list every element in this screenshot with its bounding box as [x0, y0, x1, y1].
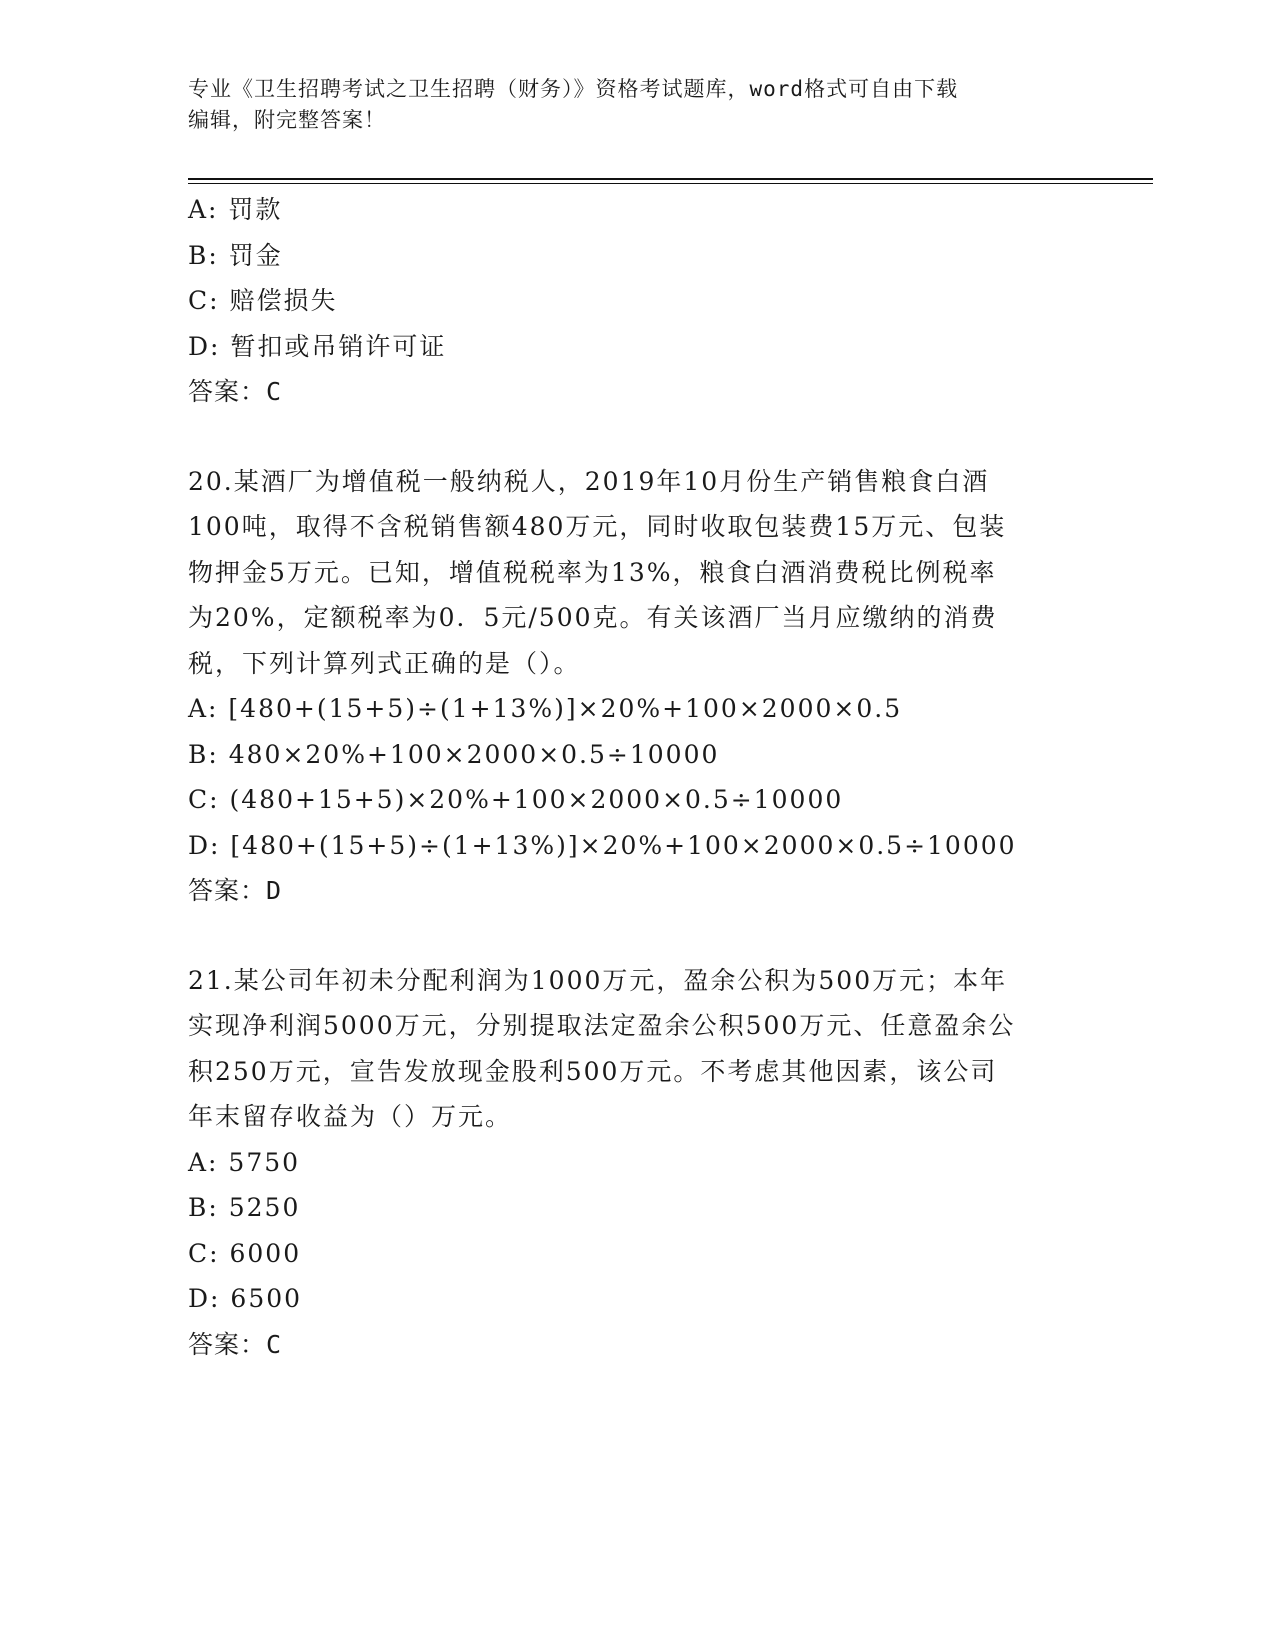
answer-line: 答案：C: [188, 377, 283, 406]
option-c: C: 赔偿损失: [188, 286, 338, 315]
question-19-tail: [188, 187, 1088, 415]
option-a: A: 5750: [188, 1147, 301, 1177]
option-c: C: (480+15+5)×20%+100×2000×0.5÷10000: [188, 785, 844, 814]
stem-line: 年末留存收益为（）万元。: [188, 1102, 513, 1131]
option-b: B: 罚金: [188, 240, 283, 270]
option-a: A: 罚款: [188, 195, 283, 224]
stem-line: 实现净利润5000万元，分别提取法定盈余公积500万元、任意盈余公: [188, 1011, 1016, 1040]
stem-line: 积250万元，宣告发放现金股利500万元。不考虑其他因素，该公司: [188, 1056, 998, 1086]
header-line-1: 专业《卫生招聘考试之卫生招聘（财务）》资格考试题库，word格式可自由下载: [188, 77, 959, 101]
question-21: [188, 958, 1088, 1368]
stem-line: 税，下列计算列式正确的是（）。: [188, 648, 581, 678]
question-list: [188, 187, 1088, 1367]
option-c: C: 6000: [188, 1238, 302, 1268]
stem-line: 20.某酒厂为增值税一般纳税人，2019年10月份生产销售粮食白酒: [188, 466, 990, 496]
option-d: D: [480+(15+5)÷(1+13%)]×20%+100×2000×0.5÷10000: [188, 830, 1017, 860]
header-divider-thick: [188, 178, 1153, 180]
answer-line: 答案：C: [188, 1329, 283, 1359]
stem-line: 为20%，定额税率为0．5元/500克。有关该酒厂当月应缴纳的消费: [188, 603, 998, 632]
stem-line: 100吨，取得不含税销售额480万元，同时收取包装费15万元、包装: [188, 512, 1007, 541]
header-divider-thin: [188, 183, 1153, 184]
spacer: [188, 914, 1088, 958]
answer-line: 答案：D: [188, 876, 283, 905]
option-b: B: 5250: [188, 1193, 301, 1222]
question-20: [188, 459, 1088, 914]
option-a: A: [480+(15+5)÷(1+13%)]×20%+100×2000×0.5: [188, 694, 903, 723]
option-b: B: 480×20%+100×2000×0.5÷10000: [188, 739, 720, 769]
option-d: D: 6500: [188, 1284, 303, 1313]
header-line-2: 编辑，附完整答案！: [188, 108, 386, 132]
option-d: D: 暂扣或吊销许可证: [188, 331, 447, 361]
document-header: [188, 74, 1088, 136]
spacer: [188, 415, 1088, 459]
stem-line: 21.某公司年初未分配利润为1000万元，盈余公积为500万元；本年: [188, 965, 1008, 995]
stem-line: 物押金5万元。已知，增值税税率为13%，粮食白酒消费税比例税率: [188, 557, 997, 587]
question-20-stem: [188, 459, 1078, 687]
question-21-stem: [188, 958, 1078, 1140]
